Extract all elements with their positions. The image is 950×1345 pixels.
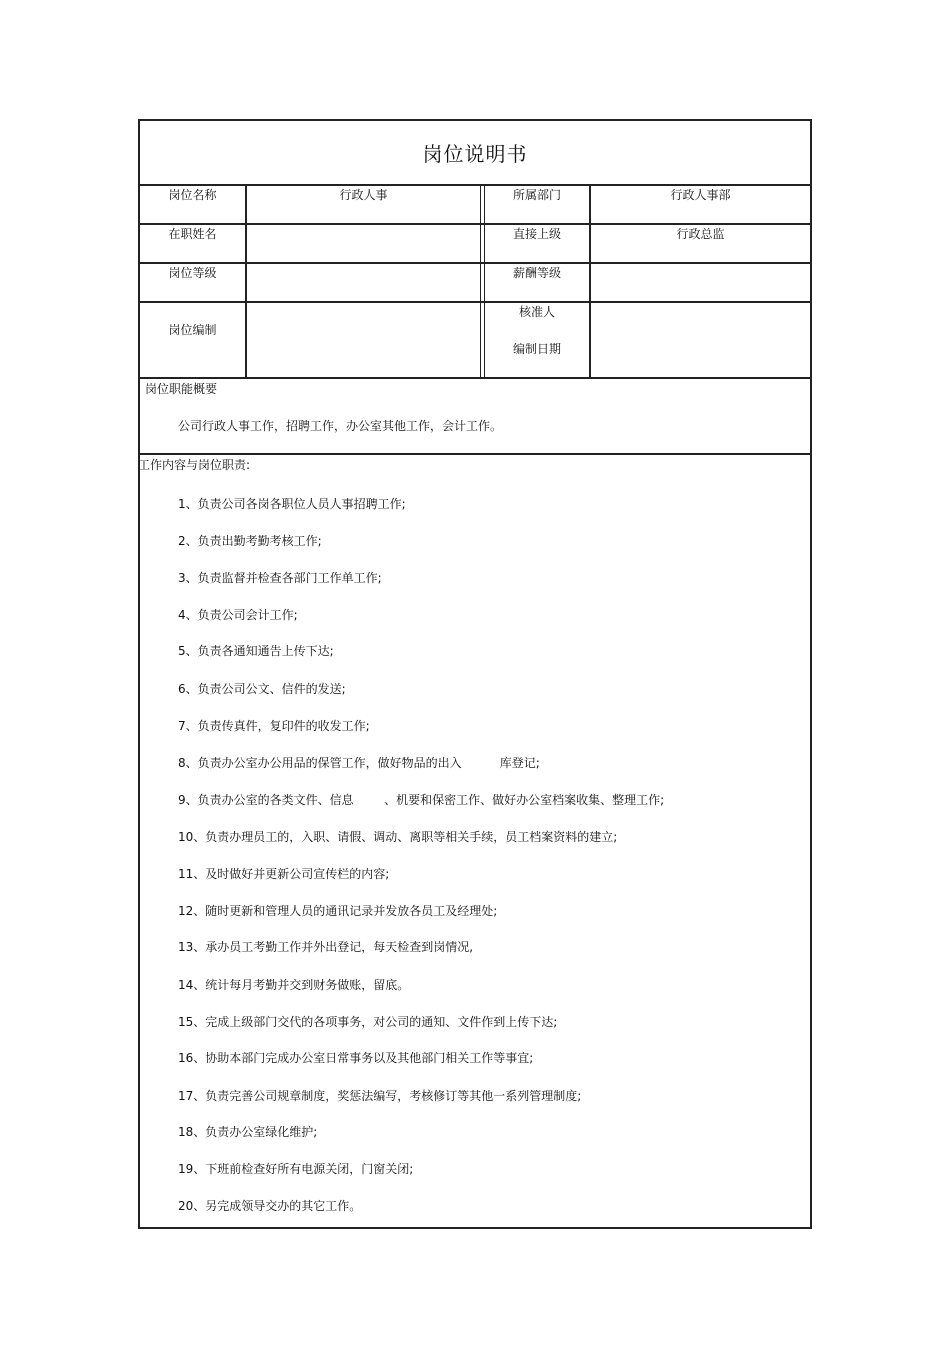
duty-item: 9、负责办公室的各类文件、信息 、机要和保密工作、做好办公室档案收集、整理工作; <box>178 793 665 807</box>
supervisor-label: 直接上级 <box>512 227 561 241</box>
department-value: 行政人事部 <box>670 188 731 202</box>
approver-label: 核准人 <box>518 305 555 319</box>
duty-item: 4、负责公司会计工作; <box>178 608 298 622</box>
duty-item: 19、下班前检查好所有电源关闭，门窗关闭; <box>178 1162 414 1176</box>
duties-heading: 工作内容与岗位职责: <box>138 458 251 472</box>
duty-item: 3、负责监督并检查各部门工作单工作; <box>178 571 382 585</box>
column-line <box>589 184 591 377</box>
duty-item: 20、另完成领导交办的其它工作。 <box>178 1199 362 1213</box>
duty-item: 8、负责办公室办公用品的保管工作，做好物品的出入 库登记; <box>178 756 540 770</box>
job-description-document <box>138 119 812 1229</box>
position-name-value: 行政人事 <box>339 188 388 202</box>
duty-item: 11、及时做好并更新公司宣传栏的内容; <box>178 867 390 881</box>
duty-item: 13、承办员工考勤工作并外出登记，每天检查到岗情况, <box>178 940 474 954</box>
summary-heading: 岗位职能概要 <box>145 382 218 396</box>
duty-item: 16、协助本部门完成办公室日常事务以及其他部门相关工作等事宜; <box>178 1051 534 1065</box>
duty-item: 5、负责各通知通告上传下达; <box>178 644 334 658</box>
salary-grade-label: 薪酬等级 <box>512 266 561 280</box>
column-line <box>245 184 247 377</box>
duty-item: 1、负责公司各岗各职位人员人事招聘工作; <box>178 497 406 511</box>
document-title: 岗位说明书 <box>422 142 528 166</box>
date-label: 编制日期 <box>512 342 561 356</box>
incumbent-label: 在职姓名 <box>168 227 217 241</box>
duty-item: 10、负责办理员工的，入职、请假、调动、离职等相关手续，员工档案资料的建立; <box>178 830 618 844</box>
divider <box>140 184 810 186</box>
grade-label: 岗位等级 <box>168 266 217 280</box>
department-label: 所属部门 <box>512 188 561 202</box>
duty-item: 15、完成上级部门交代的各项事务，对公司的通知、文件作到上传下达; <box>178 1015 558 1029</box>
duty-item: 17、负责完善公司规章制度，奖惩法编写，考核修订等其他一系列管理制度; <box>178 1089 582 1103</box>
position-name-label: 岗位名称 <box>168 188 217 202</box>
duty-item: 7、负责传真件，复印件的收发工作; <box>178 719 370 733</box>
duty-item: 6、负责公司公文、信件的发送; <box>178 682 346 696</box>
column-line <box>480 184 481 377</box>
duty-item: 14、统计每月考勤并交到财务做账，留底。 <box>178 978 410 992</box>
divider <box>140 262 810 264</box>
duty-item: 2、负责出勤考勤考核工作; <box>178 534 322 548</box>
divider <box>140 301 810 303</box>
divider <box>140 223 810 225</box>
divider <box>140 453 810 455</box>
duty-item: 12、随时更新和管理人员的通讯记录并发放各员工及经理处; <box>178 904 498 918</box>
divider <box>140 377 810 379</box>
supervisor-value: 行政总监 <box>676 227 725 241</box>
summary-text: 公司行政人事工作，招聘工作，办公室其他工作，会计工作。 <box>178 419 503 433</box>
duty-item: 18、负责办公室绿化维护; <box>178 1125 318 1139</box>
headcount-label: 岗位编制 <box>168 323 217 337</box>
